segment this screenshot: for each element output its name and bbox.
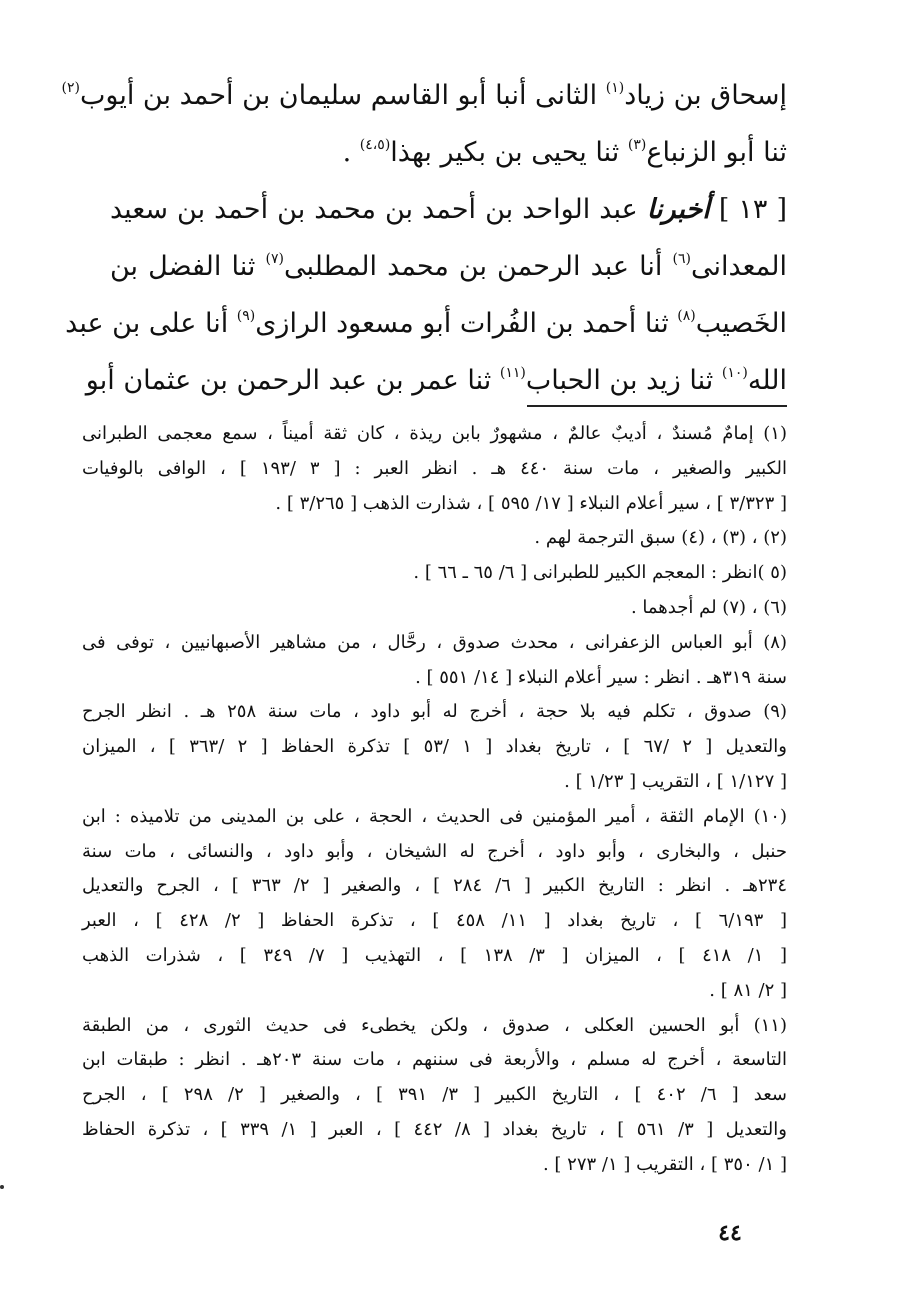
text-segment: ثنا الفضل بن xyxy=(110,251,266,282)
main-text-line xyxy=(110,253,787,310)
footnote-line: (٢) ، (٣) ، (٤) سبق الترجمة لهم . xyxy=(534,527,787,549)
footnote-separator xyxy=(527,405,787,407)
footnote-ref: (٦) xyxy=(672,251,691,267)
footnote-line: [ ١/١٢٧ ] ، التقريب [ ١/٢٣ ] . xyxy=(564,770,787,792)
text-segment: إسحاق بن زياد xyxy=(624,80,787,111)
footnote-ref: (٢) xyxy=(61,80,80,96)
text-segment: الله xyxy=(747,365,787,396)
footnote-line: (١٠) الإمام الثقة ، أمير المؤمنين فى الحديث ، الحجة ، على بن المدينى من تلاميذه : ابن xyxy=(82,805,787,827)
text-segment: [ ١٣ ] xyxy=(709,194,788,225)
main-text-line xyxy=(110,196,787,253)
footnote-line: (٥ )انظر : المعجم الكبير للطبرانى [ ٦/ ٦٥ ـ ٦٦ ] . xyxy=(413,562,787,584)
text-segment: ثنا أبو الزنباع xyxy=(646,137,787,168)
footnote-ref: (٣) xyxy=(627,137,647,153)
text-segment: عبد الواحد بن أحمد بن محمد بن أحمد بن سعيد xyxy=(110,194,647,225)
footnote-line: [ ٢/ ٨١ ] . xyxy=(709,979,787,1001)
text-segment: ثنا يحيى بن بكير بهذا xyxy=(390,137,628,168)
footnote-ref: (٨) xyxy=(677,308,696,324)
text-segment: المعدانى xyxy=(690,251,787,282)
main-text xyxy=(61,80,788,424)
footnote-ref: (١١) xyxy=(499,365,526,381)
edge-mark xyxy=(0,1185,4,1189)
text-segment: الخَصيب xyxy=(695,308,787,339)
text-segment: . xyxy=(342,137,360,168)
footnote-line: والتعديل [ ٣/ ٥٦١ ] ، تاريخ بغداد [ ٨/ ٤٤٢ ] ، العبر [ ١/ ٣٣٩ ] ، تذكرة الحفاظ xyxy=(82,1118,787,1140)
footnotes xyxy=(82,424,787,1190)
footnote-line: [ ١/ ٤١٨ ] ، الميزان [ ٣/ ١٣٨ ] ، التهذيب [ ٧/ ٣٤٩ ] ، شذرات الذهب xyxy=(82,944,787,966)
text-segment: الثانى أنبا أبو القاسم سليمان بن أحمد بن أيوب xyxy=(79,80,606,111)
text-segment: ثنا عمر بن عبد الرحمن بن عثمان أبو xyxy=(85,365,500,396)
footnote-line: ٢٣٤هـ . انظر : التاريخ الكبير [ ٦/ ٢٨٤ ] ، والصغير [ ٢/ ٣٦٣ ] ، الجرح والتعديل xyxy=(82,875,787,897)
footnote-line: الكبير والصغير ، مات سنة ٤٤٠ هـ . انظر العبر : [ ٣ /١٩٣ ] ، الوافى بالوفيات xyxy=(82,457,787,479)
footnote-line: سنة ٣١٩هـ . انظر : سير أعلام النبلاء [ ١٤/ ٥٥١ ] . xyxy=(415,666,787,688)
footnote-line: (١١) أبو الحسين العكلى ، صدوق ، ولكن يخطىء فى حديث الثورى ، من الطبقة xyxy=(82,1014,787,1036)
text-segment: ثنا زيد بن الحباب xyxy=(525,365,722,396)
footnote-ref: (١) xyxy=(605,80,625,96)
footnote-ref: (٩) xyxy=(236,308,256,324)
footnote-line: حنبل ، والبخارى ، وأبو داود ، أخرج له الشيخان ، وأبو داود ، والنسائى ، مات سنة xyxy=(82,840,787,862)
footnote-ref: (٧) xyxy=(265,251,284,267)
main-text-line xyxy=(110,139,787,196)
footnote-line: (١) إمامٌ مُسندٌ ، أديبٌ عالمٌ ، مشهورٌ بابن ريذة ، كان ثقة أميناً ، سمع معجمى الطبرانى xyxy=(82,423,787,444)
keyword-akhbarana: أخبرنا xyxy=(646,194,710,225)
footnote-line: (٦) ، (٧) لم أجدهما . xyxy=(630,596,787,618)
footnote-line: والتعديل [ ٢ /٦٧ ] ، تاريخ بغداد [ ١ /٥٣ ] تذكرة الحفاظ [ ٢ /٣٦٣ ] ، الميزان xyxy=(82,736,787,758)
footnote-line: [ ٣/٣٢٣ ] ، سير أعلام النبلاء [ ١٧/ ٥٩٥ ] ، شذارت الذهب [ ٣/٢٦٥ ] . xyxy=(275,492,787,514)
footnote-line: [ ٦/١٩٣ ] ، تاريخ بغداد [ ١١/ ٤٥٨ ] ، تذكرة الحفاظ [ ٢/ ٤٢٨ ] ، العبر xyxy=(82,910,788,932)
page-number: ٤٤ xyxy=(718,1220,742,1246)
text-segment: ثنا أحمد بن الفُرات أبو مسعود الرازى xyxy=(255,308,678,339)
footnote-line: [ ١/ ٣٥٠ ] ، التقريب [ ١/ ٢٧٣ ] . xyxy=(542,1153,787,1175)
text-segment: أنا على بن عبد xyxy=(65,308,237,339)
footnote-line: سعد [ ٦/ ٤٠٢ ] ، التاريخ الكبير [ ٣/ ٣٩١ ] ، والصغير [ ٢/ ٢٩٨ ] ، الجرح xyxy=(82,1084,787,1106)
text-segment: أنا عبد الرحمن بن محمد المطلبى xyxy=(283,251,673,282)
footnote-ref: (٤،٥) xyxy=(359,137,391,153)
main-text-line xyxy=(61,80,787,139)
footnote-line: (٨) أبو العباس الزعفرانى ، محدث صدوق ، رحَّال ، من مشاهير الأصبهانيين ، توفى فى xyxy=(82,631,787,653)
footnote-line: (٩) صدوق ، تكلم فيه بلا حجة ، أخرج له أبو داود ، مات سنة ٢٥٨ هـ . انظر الجرح xyxy=(82,701,787,723)
main-text-line xyxy=(85,365,787,424)
main-text-line xyxy=(65,308,787,367)
footnote-line: التاسعة ، أخرج له مسلم ، والأربعة فى سننهم ، مات سنة ٢٠٣هـ . انظر : طبقات ابن xyxy=(82,1049,787,1071)
footnote-ref: (١٠) xyxy=(721,365,748,381)
